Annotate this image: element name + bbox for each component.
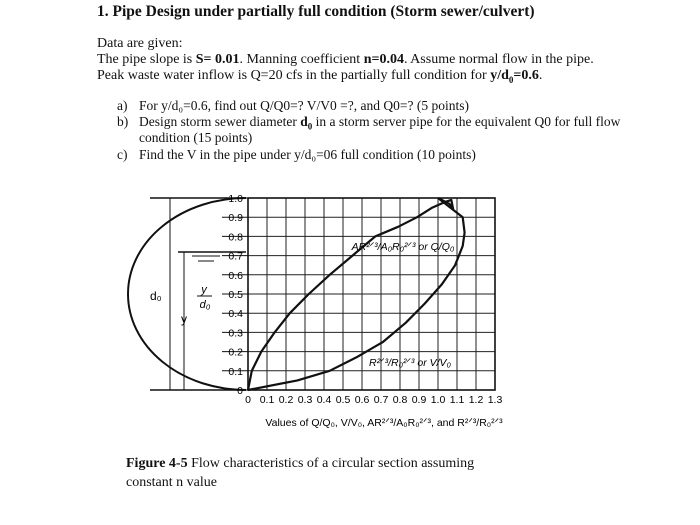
y-tick-label-0: 0 (237, 385, 243, 397)
y-tick-label-1: 0.1 (228, 365, 243, 378)
question-b-text-post: in a storm server pipe for the equivalent Q0 for full flow (312, 114, 621, 129)
x-tick-label-5: 0.5 (335, 394, 351, 406)
caption-text: Flow characteristics of a circular section assuming (187, 456, 475, 471)
y-tick-label-2: 0.2 (228, 346, 243, 359)
svg-text:d₀: d₀ (199, 299, 211, 311)
x-tick-label-11: 1.1 (449, 394, 465, 406)
inflow-ratio: $y/d_0=0.6$ (490, 68, 539, 85)
caption-line-1 (126, 454, 474, 473)
inflow-end: . (538, 68, 543, 83)
question-c-text: Find the V in the pipe under y/d₀=06 full condition (10 points) (139, 147, 476, 162)
svg-text:y: y (201, 284, 207, 296)
question-b-label: b) (117, 114, 129, 129)
caption-figure-number: Figure 4-5 (126, 456, 188, 471)
figure-caption (126, 454, 474, 492)
question-b-text-pre: Design storm sewer diameter (139, 114, 301, 129)
x-tick-label-13: 1.3 (487, 394, 503, 406)
question-b-continued: condition (15 points) (139, 130, 253, 145)
x-tick-label-8: 0.8 (392, 394, 408, 406)
inflow-prefix: Peak waste water inflow is Q=20 cfs in the partially full condition for (97, 68, 491, 83)
d0-label (150, 289, 162, 303)
x-tick-label-2: 0.2 (278, 394, 294, 406)
x-tick-label-0: 0 (245, 394, 251, 406)
slope-value: S= 0.01 (195, 52, 240, 67)
curve-label-upper: AR²ᐟ³/A₀R₀²ᐟ³ or Q/Q₀ (351, 241, 455, 253)
x-tick-label-1: 0.1 (259, 394, 275, 406)
question-b-d0: $d_0$ (300, 114, 313, 132)
y-tick-label-3: 0.3 (228, 327, 243, 340)
x-tick-label-7: 0.7 (373, 394, 389, 406)
y-tick-label-9: 0.9 (228, 212, 243, 225)
x-tick-label-12: 1.2 (468, 394, 484, 406)
svg-text:y: y (181, 312, 187, 326)
x-tick-label-10: 1.0 (430, 394, 446, 406)
given-heading: Data are given: (97, 36, 183, 51)
question-c-label: c) (117, 147, 128, 162)
y-tick-label-4: 0.4 (228, 308, 243, 321)
y-tick-label-10: 1.0 (228, 193, 243, 205)
caption-line-2: constant n value (126, 475, 217, 490)
x-tick-label-4: 0.4 (316, 394, 332, 406)
slope-prefix: The pipe slope is (97, 52, 196, 67)
y-label (181, 312, 187, 326)
y-tick-label-7: 0.7 (228, 250, 243, 263)
plot-area (222, 193, 502, 406)
x-tick-label-3: 0.3 (297, 394, 313, 406)
curve-label-lower: R²ᐟ³/R₀²ᐟ³ or V/V₀ (369, 357, 451, 369)
manning-suffix: . Assume normal flow in the pipe. (403, 52, 594, 67)
y-tick-label-6: 0.6 (228, 269, 243, 282)
y-tick-label-5: 0.5 (228, 289, 243, 301)
x-tick-label-9: 0.9 (411, 394, 427, 406)
manning-value: n=0.04 (363, 52, 404, 67)
y-tick-label-8: 0.8 (228, 231, 243, 244)
question-a-label: a) (117, 98, 128, 113)
question-a-text: For y/d₀=0.6, find out Q/Q0=? V/V0 =?, and Q0=? (5 points) (139, 98, 470, 113)
x-tick-label-6: 0.6 (354, 394, 370, 406)
manning-prefix: . Manning coefficient (239, 52, 364, 67)
problem-title: 1. Pipe Design under partially full condition (Storm sewer/culvert) (97, 3, 535, 20)
x-axis-title: Values of Q/Q₀, V/V₀, AR²ᐟ³/A₀R₀²ᐟ³, and R²ᐟ³/R₀²ᐟ³ (265, 417, 503, 429)
y-over-d0-label (197, 284, 212, 311)
svg-text:d₀: d₀ (150, 289, 162, 303)
